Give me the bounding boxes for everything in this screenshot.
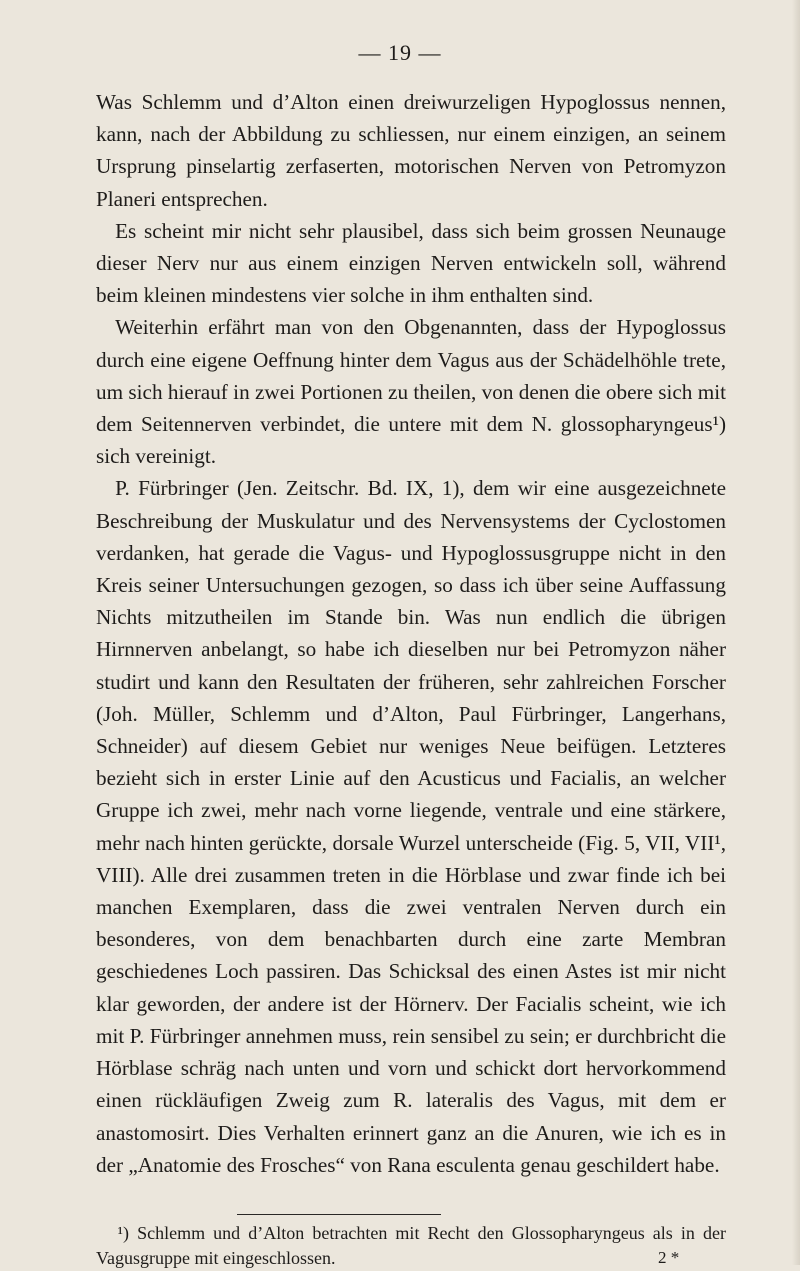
paragraph-4: P. Fürbringer (Jen. Zeitschr. Bd. IX, 1), dem wir eine ausgezeichnete Beschreibung der Muskulatur und des Nervensystems der Cyclostomen verdanken, hat gerade die Vagus- und Hypoglossusgruppe nicht in den Kreis seiner Untersuchungen gezogen, so dass ich über seine Auffassung Nichts mitzutheilen im Stande bin. Was nun endlich die übrigen Hirnnerven anbelangt, so habe ich dieselben nur bei Petromyzon näher studirt und kann den Resultaten der früheren, sehr zahlreichen Forscher (Joh. Müller, Schlemm und d’Alton, Paul Fürbringer, Langerhans, Schneider) auf diesem Gebiet nur weniges Neue beifügen. Letzteres bezieht sich in erster Linie auf den Acusticus und Facialis, an welcher Gruppe ich zwei, mehr nach vorne liegende, ventrale und eine stärkere, mehr nach hinten gerückte, dorsale Wurzel unterscheide (Fig. 5, VII, VII¹, VIII). Alle drei zusammen treten in die Hörblase und zwar finde ich bei manchen Exemplaren, dass die zwei ventralen Nerven durch ein besonderes, von dem benachbarten durch eine zarte Membran geschiedenes Loch passiren. Das Schicksal des einen Astes ist mir nicht klar geworden, der andere ist der Hörnerv. Der Facialis scheint, wie ich mit P. Fürbringer annehmen muss, rein sensibel zu sein; er durchbricht die Hörblase schräg nach unten und vorn und schickt dort hervorkommend einen rückläufigen Zweig zum R. lateralis des Vagus, mit dem er anastomosirt. Dies Verhalten erinnert ganz an die Anuren, wie ich es in der „Anatomie des Frosches“ von Rana esculenta genau geschildert habe.	[96, 476, 726, 1177]
footnote-text: ¹) Schlemm und d’Alton betrachten mit Recht den Glossopharyngeus als in der Vagusgruppe mit eingeschlossen.	[96, 1223, 726, 1268]
signature-mark: 2 *	[658, 1248, 680, 1267]
page-edge	[792, 0, 800, 1265]
paragraph-1: Was Schlemm und d’Alton einen dreiwurzeligen Hypoglossus nennen, kann, nach der Abbildung zu schliessen, nur einem einzigen, an seinem Ursprung pinselartig zerfaserten, motorischen Nerven von Petromyzon Planeri entsprechen.	[96, 90, 726, 211]
page-number: — 19 —	[358, 40, 442, 65]
paragraph-3: Weiterhin erfährt man von den Obgenannten, dass der Hypoglossus durch eine eigene Oeffnung hinter dem Vagus aus der Schädelhöhle trete, um sich hierauf in zwei Portionen zu theilen, von denen die obere sich mit dem Seitennerven verbindet, die untere mit dem N. glossopharyngeus¹) sich vereinigt.	[96, 315, 726, 469]
footnote-divider	[237, 1214, 441, 1215]
body-text	[96, 86, 726, 1181]
footnote	[96, 1221, 726, 1271]
paragraph-2: Es scheint mir nicht sehr plausibel, dass sich beim grossen Neunauge dieser Nerv nur aus einem einzigen Nerven entwickeln soll, während beim kleinen mindestens vier solche in ihm enthalten sind.	[96, 218, 726, 308]
